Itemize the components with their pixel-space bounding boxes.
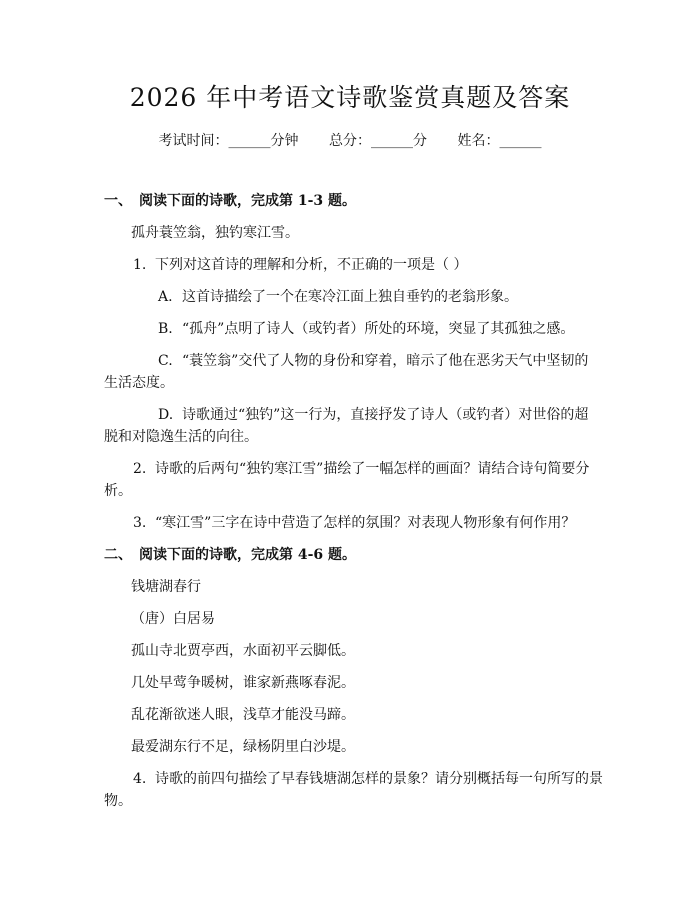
option-c-label: C. bbox=[158, 353, 173, 369]
section-2-title: 阅读下面的诗歌，完成第 4-6 题。 bbox=[139, 547, 357, 563]
section-2-number: 二、 bbox=[104, 547, 132, 563]
question-2-text-line2: 析。 bbox=[104, 483, 132, 499]
option-c bbox=[158, 350, 588, 372]
option-d-text-line1: 诗歌通过“独钓”这一行为，直接抒发了诗人（或钓者）对世俗的超 bbox=[182, 407, 589, 423]
question-4 bbox=[133, 768, 603, 790]
question-3 bbox=[133, 512, 575, 534]
option-a bbox=[158, 286, 518, 308]
question-2-text-line1: 诗歌的后两句“独钓寒江雪”描绘了一幅怎样的画面？请结合诗句简要分 bbox=[155, 461, 590, 477]
section-1-heading bbox=[104, 190, 356, 212]
option-b-label: B. bbox=[158, 321, 173, 337]
poem-line-2: 几处早莺争暖树，谁家新燕啄春泥。 bbox=[131, 675, 355, 691]
option-c-text-line2: 生活态度。 bbox=[104, 375, 174, 391]
question-4-text-line2: 物。 bbox=[104, 793, 132, 809]
question-1-text: 下列对这首诗的理解和分析，不正确的一项是（ ） bbox=[155, 257, 468, 273]
option-a-text: 这首诗描绘了一个在寒冷江面上独自垂钓的老翁形象。 bbox=[182, 289, 518, 305]
question-3-number: 3. bbox=[133, 515, 147, 531]
question-3-text: “寒江雪”三字在诗中营造了怎样的氛围？对表现人物形象有何作用？ bbox=[155, 515, 576, 531]
question-4-text-line1: 诗歌的前四句描绘了早春钱塘湖怎样的景象？请分别概括每一句所写的景 bbox=[155, 771, 603, 787]
option-b bbox=[158, 318, 574, 340]
exam-meta bbox=[0, 130, 700, 152]
question-4-number: 4. bbox=[133, 771, 147, 787]
option-d bbox=[158, 404, 588, 426]
question-2 bbox=[133, 458, 589, 480]
option-d-text-line2: 脱和对隐逸生活的向往。 bbox=[104, 429, 258, 445]
poem-title: 钱塘湖春行 bbox=[131, 579, 201, 595]
student-name-field: 姓名：______ bbox=[457, 133, 542, 149]
option-c-text-line1: “蓑笠翁”交代了人物的身份和穿着，暗示了他在恶劣天气中坚韧的 bbox=[182, 353, 589, 369]
section-1-title: 阅读下面的诗歌，完成第 1-3 题。 bbox=[139, 193, 357, 209]
option-a-label: A. bbox=[158, 289, 173, 305]
section-1-number: 一、 bbox=[104, 193, 132, 209]
poem-line-1: 孤山寺北贾亭西，水面初平云脚低。 bbox=[131, 643, 355, 659]
question-1 bbox=[133, 254, 467, 276]
option-b-text: “孤舟”点明了诗人（或钓者）所处的环境，突显了其孤独之感。 bbox=[182, 321, 575, 337]
poem-line-4: 最爱湖东行不足，绿杨阴里白沙堤。 bbox=[131, 739, 355, 755]
total-score-field: 总分：______分 bbox=[329, 133, 427, 149]
section-2-heading bbox=[104, 544, 356, 566]
exam-time-field: 考试时间：______分钟 bbox=[158, 133, 299, 149]
option-d-label: D. bbox=[158, 407, 174, 423]
question-2-number: 2. bbox=[133, 461, 147, 477]
poem-line-3: 乱花渐欲迷人眼，浅草才能没马蹄。 bbox=[131, 707, 355, 723]
poem-author: （唐）白居易 bbox=[131, 611, 215, 627]
section-1-poem: 孤舟蓑笠翁，独钓寒江雪。 bbox=[131, 225, 299, 241]
page-title: 2026 年中考语文诗歌鉴赏真题及答案 bbox=[129, 83, 571, 112]
question-1-number: 1. bbox=[133, 257, 147, 273]
